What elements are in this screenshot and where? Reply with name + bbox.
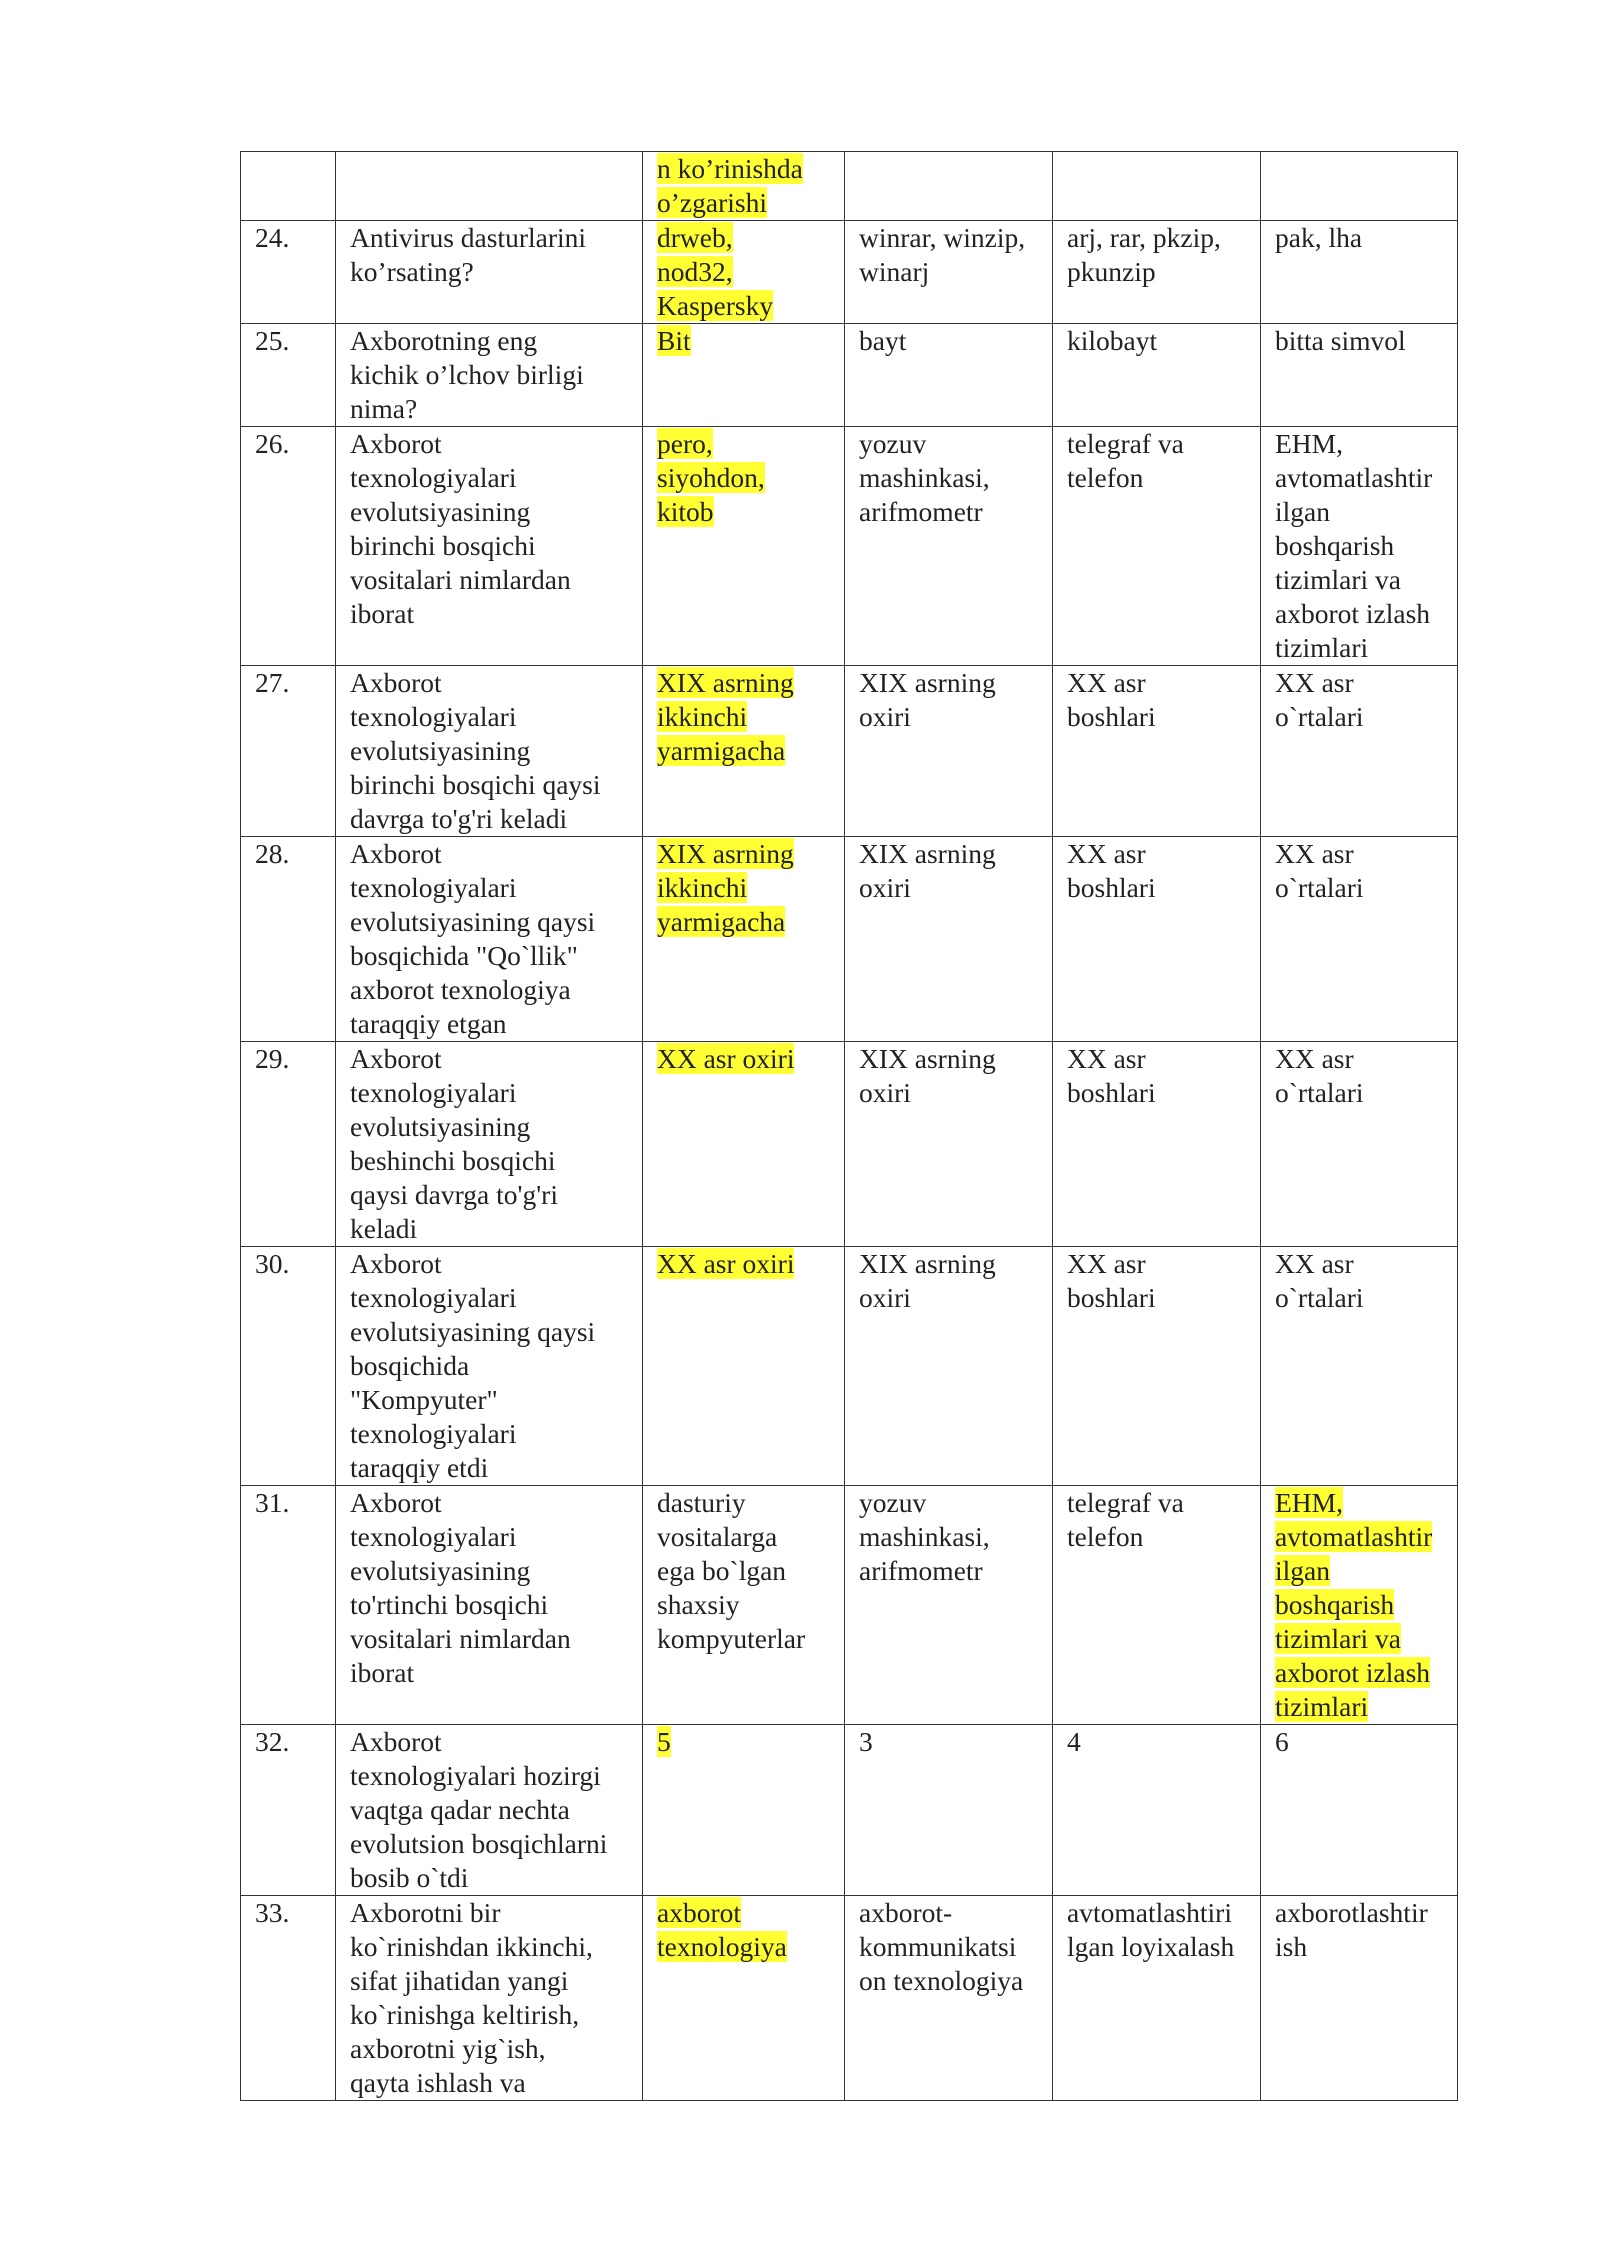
question-cell: [336, 1042, 643, 1247]
question-cell: [336, 152, 643, 221]
question-number: 28.: [255, 838, 290, 869]
correct-answer-highlight: n ko’rinishda o’zgarishi: [657, 153, 803, 218]
question-cell: [336, 1896, 643, 2101]
question-number: 25.: [255, 325, 290, 356]
option-b-text: XIX asrning oxiri: [859, 667, 996, 732]
option-d-cell: [1261, 1042, 1458, 1247]
option-b-text: bayt: [859, 325, 907, 356]
question-cell: [336, 666, 643, 837]
option-a-cell: [643, 1896, 845, 2101]
correct-answer-highlight: 5: [657, 1726, 671, 1757]
table-row: [241, 221, 1458, 324]
option-d-cell: [1261, 152, 1458, 221]
quiz-table: [240, 151, 1458, 2101]
question-cell: [336, 1486, 643, 1725]
option-b-cell: [845, 152, 1053, 221]
table-row: [241, 666, 1458, 837]
option-d-text: axborotlashtir ish: [1275, 1897, 1428, 1962]
question-text: Antivirus dasturlarini ko’rsating?: [350, 222, 587, 287]
option-c-text: XX asr boshlari: [1067, 1248, 1156, 1313]
question-text: Axborot texnologiyalari evolutsiyasining birinchi bosqichi qaysi davrga to'g'ri keladi: [350, 667, 601, 834]
option-a-cell: [643, 152, 845, 221]
question-number: 30.: [255, 1248, 290, 1279]
table-row: [241, 1042, 1458, 1247]
question-number: 32.: [255, 1726, 290, 1757]
option-d-cell: [1261, 1725, 1458, 1896]
option-b-cell: [845, 1725, 1053, 1896]
option-d-cell: [1261, 324, 1458, 427]
question-number-cell: [241, 837, 336, 1042]
question-text: Axborotning eng kichik o’lchov birligi nima?: [350, 325, 584, 424]
question-cell: [336, 837, 643, 1042]
question-number-cell: [241, 666, 336, 837]
option-a-cell: [643, 1042, 845, 1247]
option-c-text: arj, rar, pkzip, pkunzip: [1067, 222, 1221, 287]
table-row: [241, 324, 1458, 427]
question-number-cell: [241, 1486, 336, 1725]
option-b-cell: [845, 427, 1053, 666]
option-b-text: winrar, winzip, winarj: [859, 222, 1026, 287]
option-d-text: XX asr o`rtalari: [1275, 1043, 1364, 1108]
question-text: Axborotni bir ko`rinishdan ikkinchi, sifat jihatidan yangi ko`rinishga keltirish, axborotni yig`ish, qayta ishlash va: [350, 1897, 593, 2098]
option-a-cell: [643, 666, 845, 837]
option-b-text: yozuv mashinkasi, arifmometr: [859, 428, 990, 527]
question-number-cell: [241, 1725, 336, 1896]
option-b-text: yozuv mashinkasi, arifmometr: [859, 1487, 990, 1586]
question-number-cell: [241, 1896, 336, 2101]
correct-answer-highlight: pero, siyohdon, kitob: [657, 428, 765, 527]
option-b-text: 3: [859, 1726, 873, 1757]
question-number: 26.: [255, 428, 290, 459]
option-c-cell: [1053, 427, 1261, 666]
option-b-text: axborot- kommunikatsi on texnologiya: [859, 1897, 1024, 1996]
option-c-cell: [1053, 1896, 1261, 2101]
correct-answer-highlight: Bit: [657, 325, 691, 356]
option-c-cell: [1053, 152, 1261, 221]
correct-answer-highlight: EHM, avtomatlashtir ilgan boshqarish tizimlari va axborot izlash tizimlari: [1275, 1487, 1433, 1722]
table-row: [241, 427, 1458, 666]
option-d-text: EHM, avtomatlashtir ilgan boshqarish tizimlari va axborot izlash tizimlari: [1275, 428, 1433, 663]
question-number-cell: [241, 1042, 336, 1247]
option-b-text: XIX asrning oxiri: [859, 1248, 996, 1313]
option-c-text: telegraf va telefon: [1067, 1487, 1184, 1552]
option-c-cell: [1053, 221, 1261, 324]
question-cell: [336, 221, 643, 324]
option-c-cell: [1053, 1725, 1261, 1896]
option-c-cell: [1053, 837, 1261, 1042]
option-d-text: pak, lha: [1275, 222, 1363, 253]
question-number-cell: [241, 221, 336, 324]
option-d-text: bitta simvol: [1275, 325, 1406, 356]
correct-answer-highlight: drweb, nod32, Kaspersky: [657, 222, 774, 321]
option-c-text: avtomatlashtiri lgan loyixalash: [1067, 1897, 1235, 1962]
question-number: 29.: [255, 1043, 290, 1074]
question-text: Axborot texnologiyalari evolutsiyasining beshinchi bosqichi qaysi davrga to'g'ri keladi: [350, 1043, 558, 1244]
option-a-cell: [643, 837, 845, 1042]
option-d-cell: [1261, 837, 1458, 1042]
option-b-cell: [845, 1042, 1053, 1247]
option-c-cell: [1053, 324, 1261, 427]
question-text: Axborot texnologiyalari evolutsiyasining to'rtinchi bosqichi vositalari nimlardan iborat: [350, 1487, 571, 1688]
option-d-text: XX asr o`rtalari: [1275, 838, 1364, 903]
question-cell: [336, 324, 643, 427]
option-a-cell: [643, 1486, 845, 1725]
question-text: Axborot texnologiyalari hozirgi vaqtga qadar nechta evolutsion bosqichlarni bosib o`tdi: [350, 1726, 608, 1893]
option-d-text: 6: [1275, 1726, 1289, 1757]
question-number-cell: [241, 324, 336, 427]
option-c-text: kilobayt: [1067, 325, 1158, 356]
correct-answer-highlight: XIX asrning ikkinchi yarmigacha: [657, 667, 794, 766]
option-b-text: XIX asrning oxiri: [859, 1043, 996, 1108]
question-number-cell: [241, 152, 336, 221]
question-text: Axborot texnologiyalari evolutsiyasining qaysi bosqichida "Qo`llik" axborot texnologiya taraqqiy etgan: [350, 838, 596, 1039]
table-row: [241, 837, 1458, 1042]
option-d-cell: [1261, 427, 1458, 666]
question-number: 24.: [255, 222, 290, 253]
option-a-cell: [643, 1247, 845, 1486]
option-a-cell: [643, 324, 845, 427]
table-row: [241, 152, 1458, 221]
option-d-cell: [1261, 1247, 1458, 1486]
option-d-cell: [1261, 1486, 1458, 1725]
correct-answer-highlight: axborot texnologiya: [657, 1897, 787, 1962]
option-b-cell: [845, 1486, 1053, 1725]
option-b-cell: [845, 1247, 1053, 1486]
table-row: [241, 1247, 1458, 1486]
question-cell: [336, 427, 643, 666]
question-number: 31.: [255, 1487, 290, 1518]
option-b-cell: [845, 1896, 1053, 2101]
option-d-text: XX asr o`rtalari: [1275, 667, 1364, 732]
option-b-cell: [845, 324, 1053, 427]
option-c-cell: [1053, 1247, 1261, 1486]
option-d-cell: [1261, 221, 1458, 324]
option-c-text: telegraf va telefon: [1067, 428, 1184, 493]
correct-answer-highlight: XX asr oxiri: [657, 1248, 795, 1279]
table-row: [241, 1486, 1458, 1725]
option-b-text: XIX asrning oxiri: [859, 838, 996, 903]
option-c-text: 4: [1067, 1726, 1081, 1757]
question-cell: [336, 1247, 643, 1486]
option-b-cell: [845, 666, 1053, 837]
question-number: 27.: [255, 667, 290, 698]
correct-answer-highlight: XIX asrning ikkinchi yarmigacha: [657, 838, 794, 937]
option-a-text: dasturiy vositalarga ega bo`lgan shaxsiy kompyuterlar: [657, 1487, 806, 1654]
question-text: Axborot texnologiyalari evolutsiyasining birinchi bosqichi vositalari nimlardan iborat: [350, 428, 571, 629]
option-a-cell: [643, 221, 845, 324]
option-c-cell: [1053, 666, 1261, 837]
option-c-text: XX asr boshlari: [1067, 667, 1156, 732]
option-c-text: XX asr boshlari: [1067, 1043, 1156, 1108]
option-b-cell: [845, 221, 1053, 324]
option-d-cell: [1261, 666, 1458, 837]
table-row: [241, 1896, 1458, 2101]
question-number-cell: [241, 1247, 336, 1486]
option-c-cell: [1053, 1486, 1261, 1725]
question-text: Axborot texnologiyalari evolutsiyasining qaysi bosqichida "Kompyuter" texnologiyalari taraqqiy etdi: [350, 1248, 596, 1483]
question-number: 33.: [255, 1897, 290, 1928]
option-b-cell: [845, 837, 1053, 1042]
table-row: [241, 1725, 1458, 1896]
option-d-text: XX asr o`rtalari: [1275, 1248, 1364, 1313]
question-number-cell: [241, 427, 336, 666]
quiz-table-body: [241, 152, 1458, 2101]
option-a-cell: [643, 1725, 845, 1896]
option-d-cell: [1261, 1896, 1458, 2101]
correct-answer-highlight: XX asr oxiri: [657, 1043, 795, 1074]
option-c-text: XX asr boshlari: [1067, 838, 1156, 903]
option-c-cell: [1053, 1042, 1261, 1247]
option-a-cell: [643, 427, 845, 666]
question-cell: [336, 1725, 643, 1896]
